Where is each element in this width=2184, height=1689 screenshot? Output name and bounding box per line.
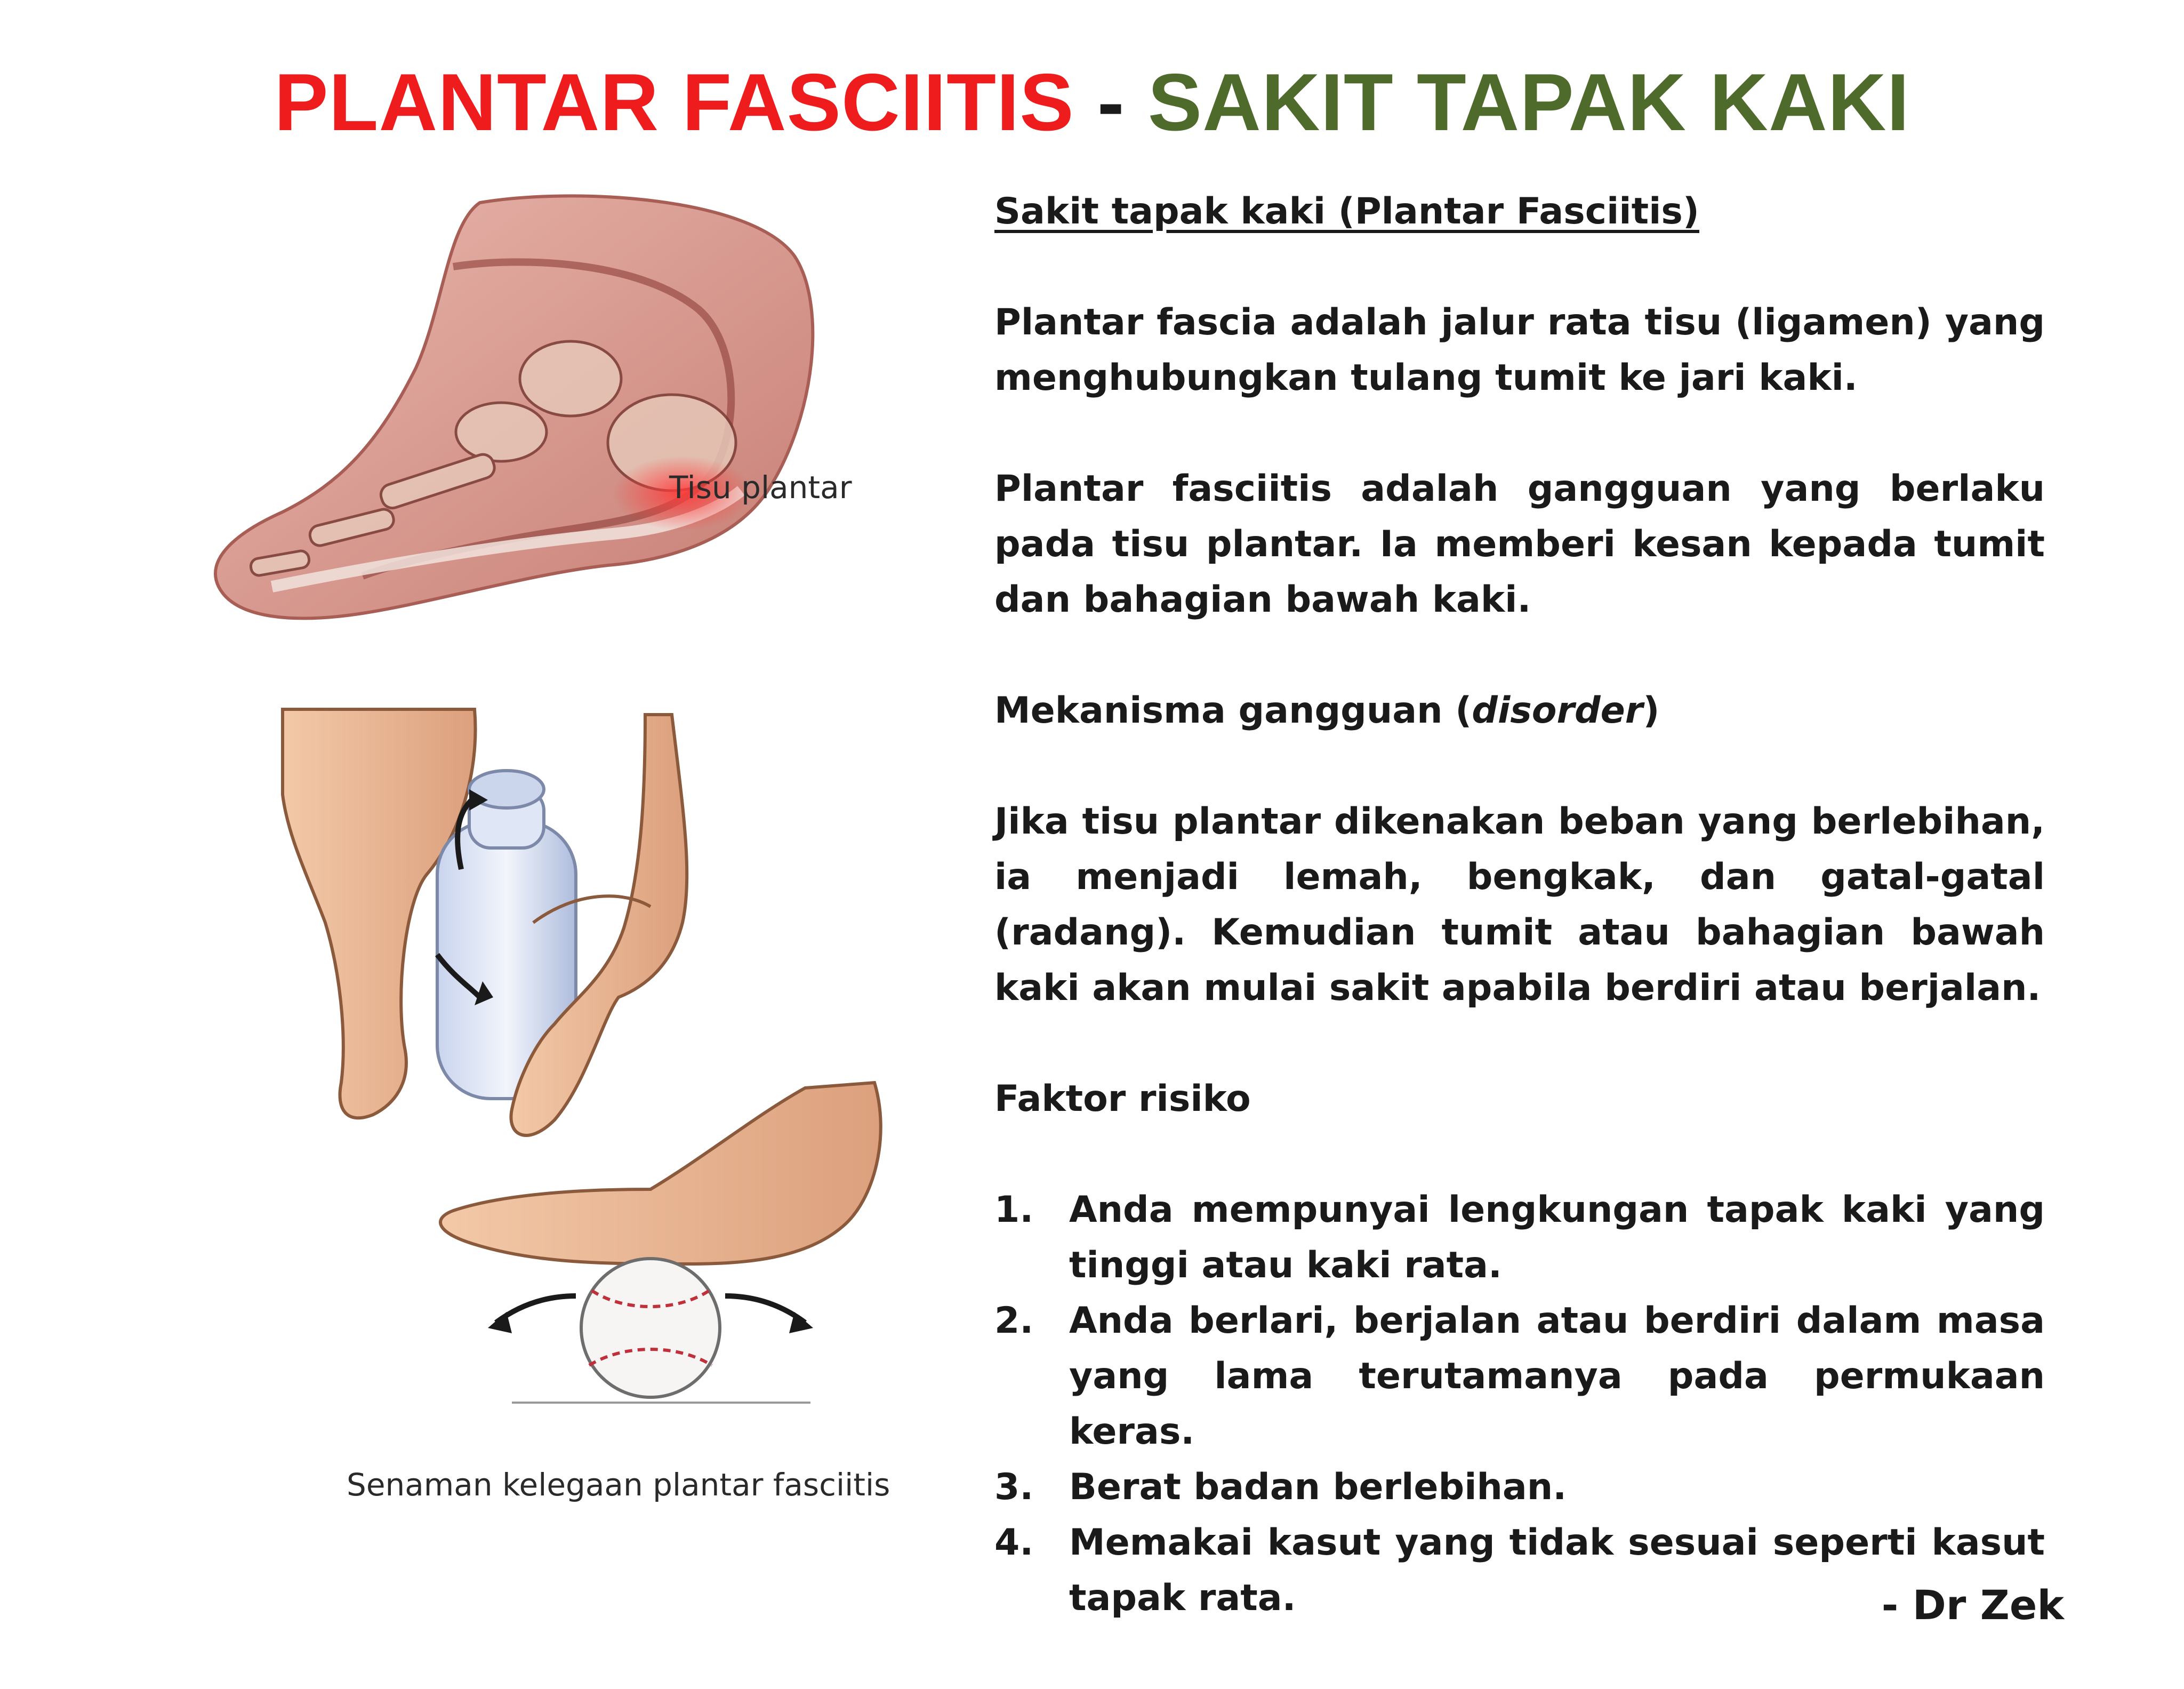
exercise-illustration — [277, 699, 960, 1424]
page-title — [0, 49, 2184, 156]
title-part-1: PLANTAR FASCIITIS — [274, 57, 1074, 148]
mechanism-heading-close: ) — [1643, 690, 1660, 732]
foot-anatomy-illustration — [203, 192, 864, 629]
list-text: Anda berlari, berjalan atau berdiri dalam masa yang lama terutamanya pada permukaan keras. — [1069, 1300, 2045, 1453]
exercise-illustration-caption: Senaman kelegaan plantar fasciitis — [347, 1467, 890, 1503]
article-body — [994, 184, 2045, 1626]
list-number: 1. — [994, 1189, 1034, 1231]
list-item — [994, 1182, 2045, 1293]
risk-heading: Faktor risiko — [994, 1078, 1251, 1120]
list-text: Berat badan berlebihan. — [1069, 1466, 1567, 1508]
list-text: Memakai kasut yang tidak sesuai seperti kasut tapak rata. — [1069, 1522, 2045, 1619]
title-part-2: SAKIT TAPAK KAKI — [1147, 57, 1910, 148]
mechanism-heading-emphasis: disorder — [1472, 690, 1643, 732]
list-item — [994, 1293, 2045, 1460]
mechanism-paragraph: Jika tisu plantar dikenakan beban yang berlebihan, ia menjadi lemah, bengkak, dan gatal-gatal (radang). Kemudian tumit atau bahagian bawah kaki akan mulai sakit apabila berdiri atau berjalan. — [994, 801, 2045, 1009]
mechanism-heading-text: Mekanisma gangguan ( — [994, 690, 1472, 732]
foot-illustration-caption: Tisu plantar — [669, 469, 852, 506]
list-text: Anda mempunyai lengkungan tapak kaki yang tinggi atau kaki rata. — [1069, 1189, 2045, 1286]
condition-paragraph: Plantar fasciitis adalah gangguan yang berlaku pada tisu plantar. Ia memberi kesan kepada tumit dan bahagian bawah kaki. — [994, 468, 2045, 621]
title-separator: - — [1074, 57, 1148, 148]
list-number: 3. — [994, 1466, 1034, 1508]
mechanism-heading — [994, 683, 2045, 739]
author-signature: - Dr Zek — [1881, 1581, 2064, 1629]
risk-factor-list — [994, 1182, 2045, 1626]
article-heading: Sakit tapak kaki (Plantar Fasciitis) — [994, 190, 1699, 233]
list-item — [994, 1460, 2045, 1515]
list-number: 4. — [994, 1522, 1034, 1564]
definition-paragraph: Plantar fascia adalah jalur rata tisu (ligamen) yang menghubungkan tulang tumit ke jari kaki. — [994, 301, 2045, 399]
list-number: 2. — [994, 1300, 1034, 1342]
